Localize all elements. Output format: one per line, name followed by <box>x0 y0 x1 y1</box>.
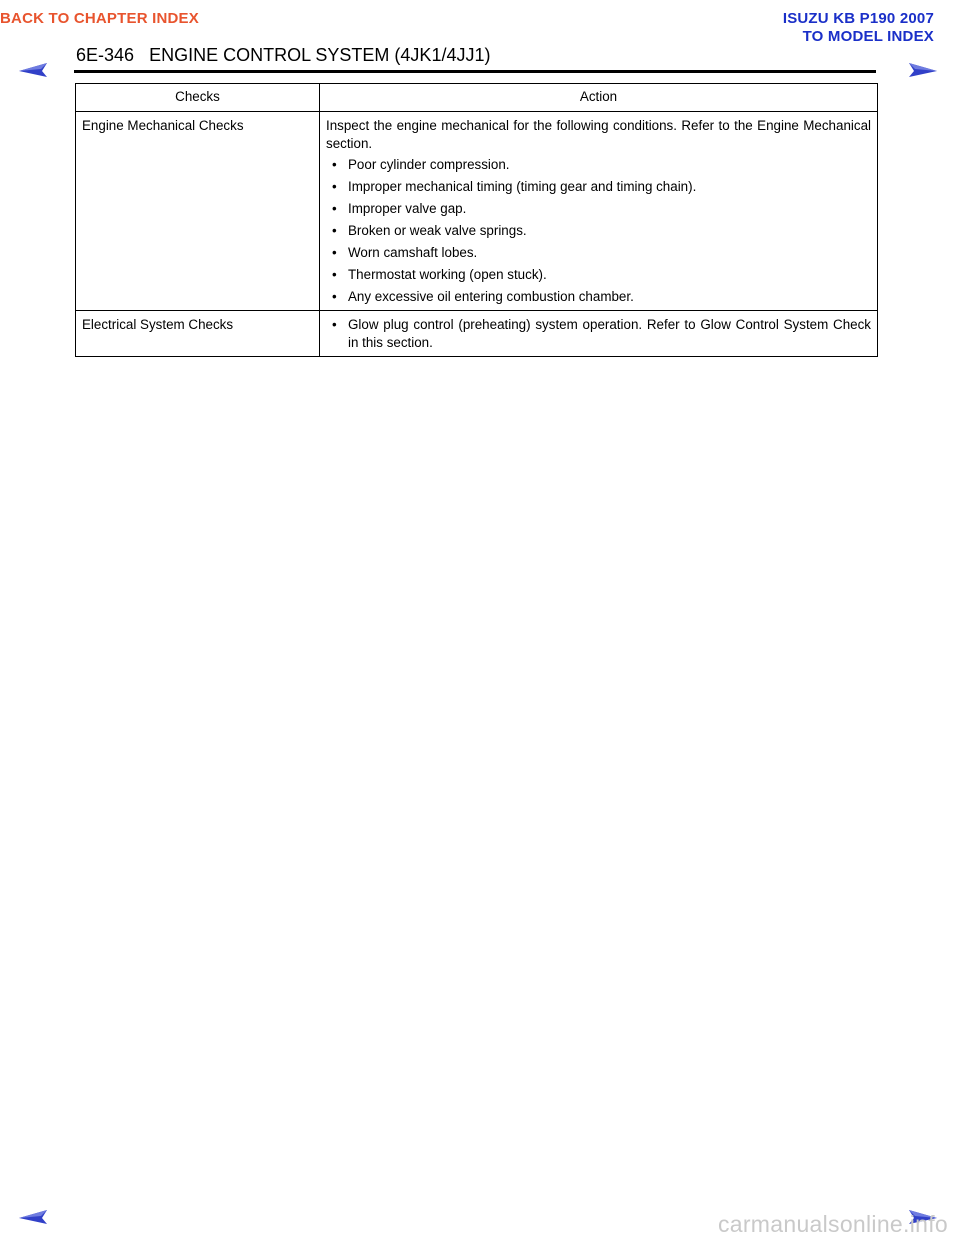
heading-rule <box>74 70 876 73</box>
list-item: • Improper valve gap. <box>326 200 871 218</box>
action-bullet-list <box>326 156 871 306</box>
next-page-arrow-icon[interactable] <box>908 60 938 78</box>
list-item: • Worn camshaft lobes. <box>326 244 871 262</box>
section-title: ENGINE CONTROL SYSTEM (4JK1/4JJ1) <box>149 45 491 65</box>
check-cell: Engine Mechanical Checks <box>76 112 320 311</box>
previous-page-arrow-icon[interactable] <box>18 60 48 78</box>
list-item: • Glow plug control (preheating) system operation. Refer to Glow Control System Check in this section. <box>326 316 871 352</box>
list-item: • Thermostat working (open stuck). <box>326 266 871 284</box>
table-row <box>76 112 878 311</box>
page-number: 6E-346 <box>76 45 135 65</box>
model-title: ISUZU KB P190 2007 <box>782 10 934 27</box>
list-item: • Improper mechanical timing (timing gear and timing chain). <box>326 178 871 196</box>
watermark: carmanualsonline.info <box>717 1211 948 1237</box>
list-item: • Any excessive oil entering combustion chamber. <box>326 288 871 306</box>
to-model-index-link[interactable]: TO MODEL INDEX <box>802 28 934 45</box>
previous-page-arrow-icon[interactable] <box>18 1207 48 1225</box>
action-intro: Inspect the engine mechanical for the following conditions. Refer to the Engine Mechanical section. <box>326 118 871 151</box>
action-cell <box>320 311 878 357</box>
check-cell: Electrical System Checks <box>76 311 320 357</box>
action-cell <box>320 112 878 311</box>
table-row <box>76 311 878 357</box>
action-bullet-list <box>326 316 871 352</box>
table-header-row <box>76 84 878 112</box>
list-item: • Broken or weak valve springs. <box>326 222 871 240</box>
back-to-chapter-index-link[interactable]: BACK TO CHAPTER INDEX <box>0 10 199 27</box>
column-header-checks: Checks <box>76 84 320 112</box>
checks-table <box>75 83 878 357</box>
page-heading <box>76 44 490 66</box>
list-item: • Poor cylinder compression. <box>326 156 871 174</box>
column-header-action: Action <box>320 84 878 112</box>
